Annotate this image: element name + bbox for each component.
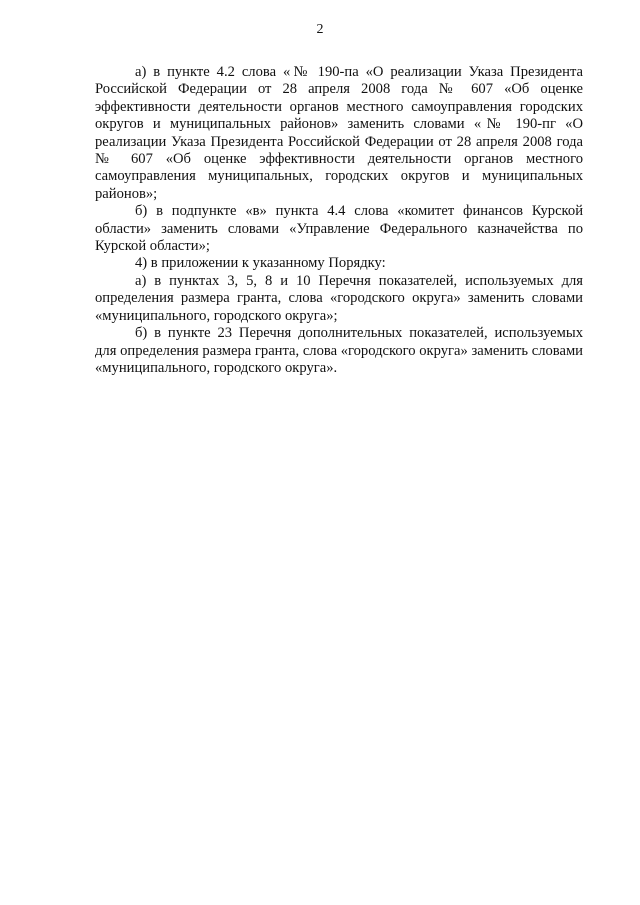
paragraph-amendment-4-4: б) в подпункте «в» пункта 4.4 слова «комитет финансов Курской области» заменить словами «Управление Федерального казначейства по Курской области»; bbox=[95, 203, 583, 255]
paragraph-amendment-4-2: а) в пункте 4.2 слова «№ 190-па «О реализации Указа Президента Российской Федерации от 28 апреля 2008 года № 607 «Об оценке эффективности деятельности органов местного самоуправления городских округов и муниципальных районов» заменить словами «№ 190-пг «О реализации Указа Президента Российской Федерации от 28 апреля 2008 года № 607 «Об оценке эффективности деятельности органов местного самоуправления муниципальных, городских округов и муниципальных районов»; bbox=[95, 64, 583, 202]
paragraph-appendix-item-23: б) в пункте 23 Перечня дополнительных показателей, используемых для определения размера гранта, слова «городского округа» заменить словами «муниципального, городского округа». bbox=[95, 325, 583, 376]
paragraph-appendix-intro: 4) в приложении к указанному Порядку: bbox=[135, 255, 386, 272]
paragraph-appendix-items-3-5-8-10: а) в пунктах 3, 5, 8 и 10 Перечня показателей, используемых для определения размера гранта, слова «городского округа» заменить словами «муниципального, городского округа»; bbox=[95, 272, 583, 324]
document-body bbox=[95, 64, 583, 377]
page-number: 2 bbox=[316, 22, 324, 37]
